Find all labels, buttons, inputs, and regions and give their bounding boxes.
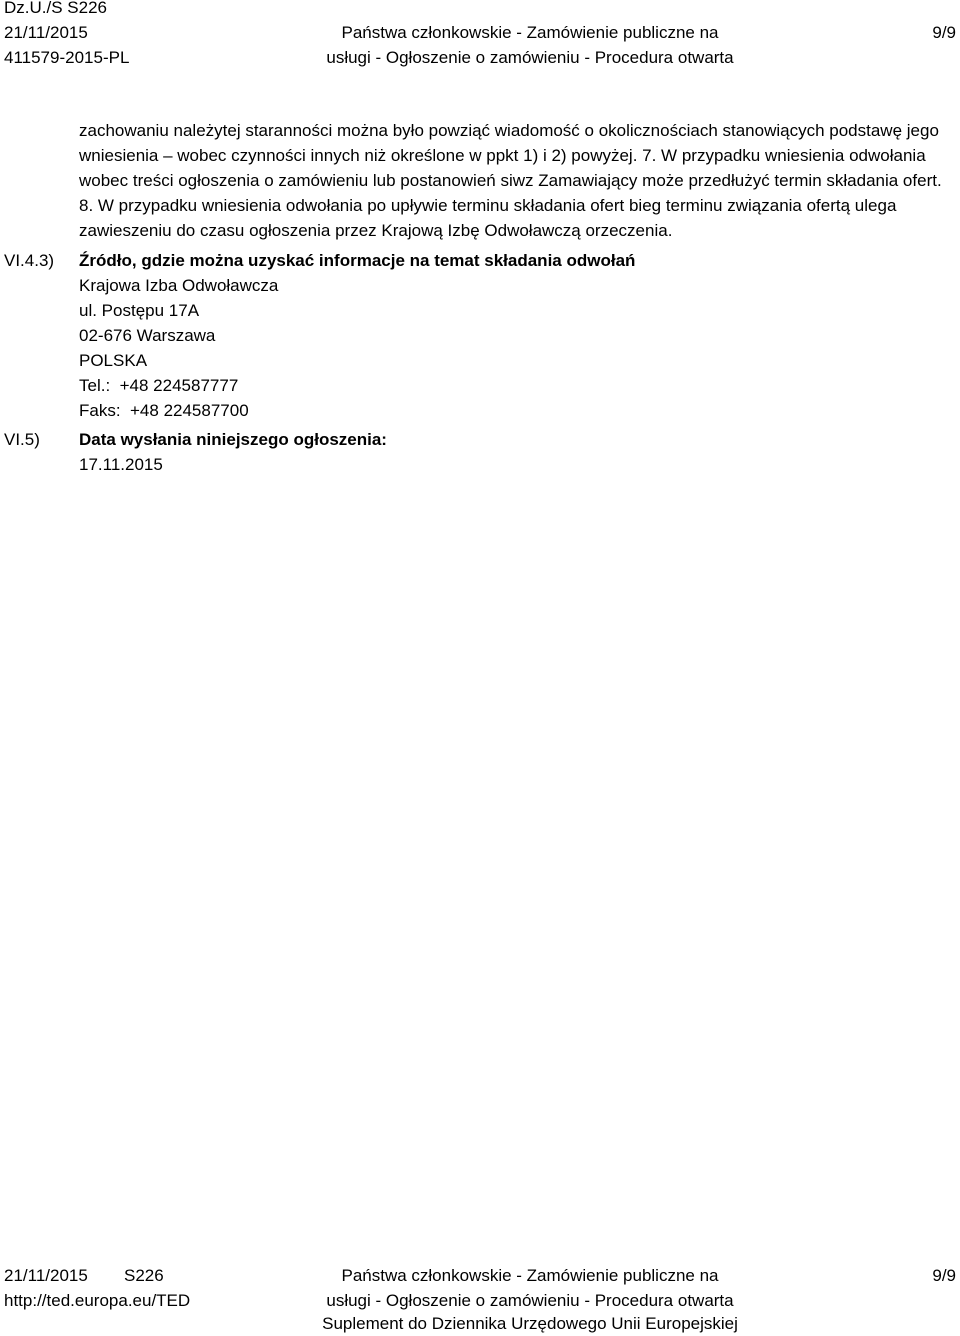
footer-url: http://ted.europa.eu/TED — [4, 1291, 191, 1310]
section-heading-appeals-source: Źródło, gdzie można uzyskać informacje na temat składania odwołań — [79, 251, 636, 270]
section-heading-dispatch-date: Data wysłania niniejszego ogłoszenia: — [79, 430, 387, 449]
footer-title-line3: Suplement do Dziennika Urzędowego Unii Europejskiej — [322, 1314, 738, 1333]
footer-page-number: 9/9 — [932, 1266, 956, 1285]
body-paragraph: zachowaniu należytej staranności można było powziąć wiadomość o okolicznościach stanowiących podstawę jego wniesienia – wobec czynności innych niż określone w ppkt 1) i 2) powyżej. 7. W przypadku wniesienia odwołania wobec treści ogłoszenia o zamówieniu lub postanowień siwz Zamawiający może przedłużyć termin składania ofert. 8. W przypadku wniesienia odwołania po upływie terminu składania ofert bieg terminu związania ofertą ulega zawieszeniu do czasu ogłoszenia przez Krajową Izbę Odwoławczą orzeczenia. — [79, 121, 942, 240]
dispatch-date: 17.11.2015 — [79, 455, 163, 474]
header-date: 21/11/2015 — [4, 23, 88, 42]
footer-title-line1: Państwa członkowskie - Zamówienie publiczne na — [341, 1266, 719, 1285]
org-name: Krajowa Izba Odwoławcza — [79, 276, 279, 295]
section-label-vi-5: VI.5) — [4, 430, 40, 449]
org-country: POLSKA — [79, 351, 148, 370]
header-doc-id: 411579-2015-PL — [4, 48, 130, 67]
header-title-line2: usługi - Ogłoszenie o zamówieniu - Procedura otwarta — [326, 48, 734, 67]
footer-date: 21/11/2015 — [4, 1266, 88, 1285]
header-page-number: 9/9 — [932, 23, 956, 42]
org-city: 02-676 Warszawa — [79, 326, 216, 345]
header-title-line1: Państwa członkowskie - Zamówienie publiczne na — [341, 23, 719, 42]
org-phone: Tel.: +48 224587777 — [79, 376, 239, 395]
header-journal: Dz.U./S S226 — [4, 0, 107, 17]
footer-title-line2: usługi - Ogłoszenie o zamówieniu - Procedura otwarta — [326, 1291, 734, 1310]
footer-series: S226 — [124, 1266, 164, 1285]
section-label-vi-4-3: VI.4.3) — [4, 251, 55, 270]
org-street: ul. Postępu 17A — [79, 301, 200, 320]
org-fax: Faks: +48 224587700 — [79, 401, 249, 420]
